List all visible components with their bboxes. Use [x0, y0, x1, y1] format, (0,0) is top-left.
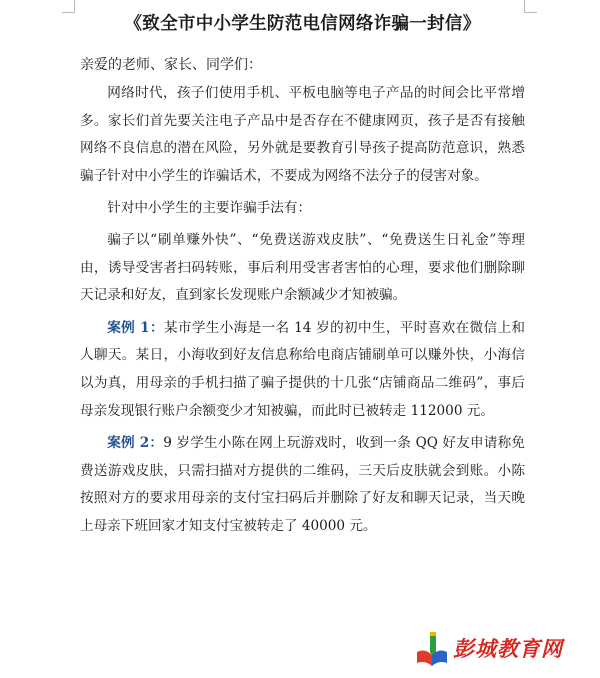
paragraph-methods-heading	[80, 195, 525, 223]
margin-mark-top-left	[62, 0, 75, 13]
book-pencil-icon	[415, 628, 449, 668]
watermark-logo	[415, 628, 563, 668]
document-page	[80, 6, 525, 546]
watermark-text: 彭城教育网	[453, 637, 563, 661]
document-title: 《致全市中小学生防范电信网络诈骗一封信》	[124, 14, 481, 34]
margin-mark-top-right	[524, 0, 537, 13]
paragraph-text: 9 岁学生小陈在网上玩游戏时，收到一条 QQ 好友申请称免费送游戏皮肤，只需扫描对方提供的二维码，三天后皮肤就会到账。小陈按照对方的要求用母亲的支付宝扫码后并删除了好友和聊天记录，当天晚上母亲下班回家才知支付宝被转走了 40000 元。	[80, 435, 525, 534]
paragraph-text: 某市学生小海是一名 14 岁的初中生，平时喜欢在微信上和人聊天。某日，小海收到好友信息称给电商店铺刷单可以赚外快，小海信以为真，用母亲的手机扫描了骗子提供的十几张“店铺商品二维码”，事后母亲发现银行账户余额变少才知被骗，而此时已被转走 112000 元。	[80, 319, 525, 419]
case-label: 案例 1：	[107, 319, 164, 336]
paragraph-case-2	[80, 430, 525, 540]
paragraph-case-1	[80, 315, 525, 425]
paragraph-text: 网络时代，孩子们使用手机、平板电脑等电子产品的时间会比平常增多。家长们首先要关注电子产品中是否存在不健康网页，孩子是否有接触网络不良信息的潜在风险，另外就是要教育引导孩子提高防范意识，熟悉骗子针对中小学生的诈骗话术，不要成为网络不法分子的侵害对象。	[80, 85, 525, 184]
paragraph-text: 骗子以“刷单赚外快”、“免费送游戏皮肤”、“免费送生日礼金”等理由，诱导受害者扫码转账，事后利用受害者害怕的心理，要求他们删除聊天记录和好友，直到家长发现账户余额减少才知被骗。	[80, 231, 525, 304]
greeting-line: 亲爱的老师、家长、同学们：	[80, 57, 262, 73]
paragraph-text: 针对中小学生的主要诈骗手法有：	[107, 200, 312, 217]
case-label: 案例 2：	[107, 435, 164, 452]
paragraph-intro	[80, 80, 525, 190]
paragraph-methods	[80, 227, 525, 310]
